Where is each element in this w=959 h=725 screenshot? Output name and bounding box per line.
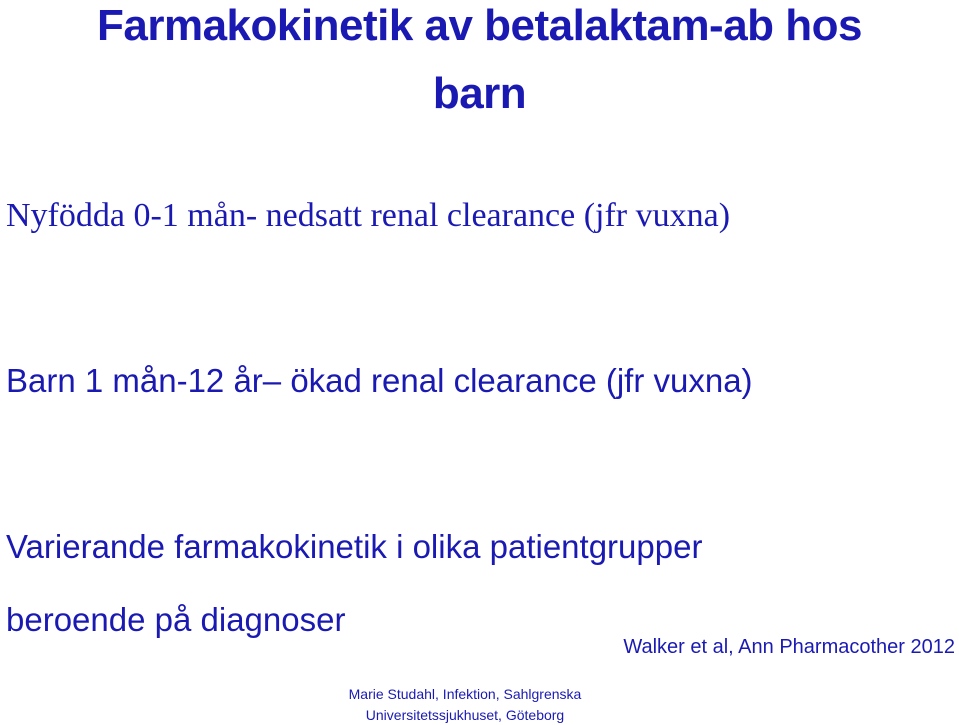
- bullet-pharmacokinetics-continued: beroende på diagnoser: [6, 601, 346, 638]
- footer-institution: Universitetssjukhuset, Göteborg: [365, 707, 565, 723]
- slide-title: Farmakokinetik av betalaktam-ab hos: [96, 1, 863, 50]
- bullet-pharmacokinetics: Varierande farmakokinetik i olika patientgrupper: [6, 528, 703, 565]
- slide-title-continued: barn: [432, 69, 527, 118]
- bullet-children: Barn 1 mån-12 år– ökad renal clearance (jfr vuxna): [6, 362, 753, 399]
- footer-author: Marie Studahl, Infektion, Sahlgrenska: [348, 686, 582, 702]
- bullet-newborns: Nyfödda 0-1 mån- nedsatt renal clearance (jfr vuxna): [6, 197, 731, 234]
- citation: Walker et al, Ann Pharmacother 2012: [623, 636, 955, 658]
